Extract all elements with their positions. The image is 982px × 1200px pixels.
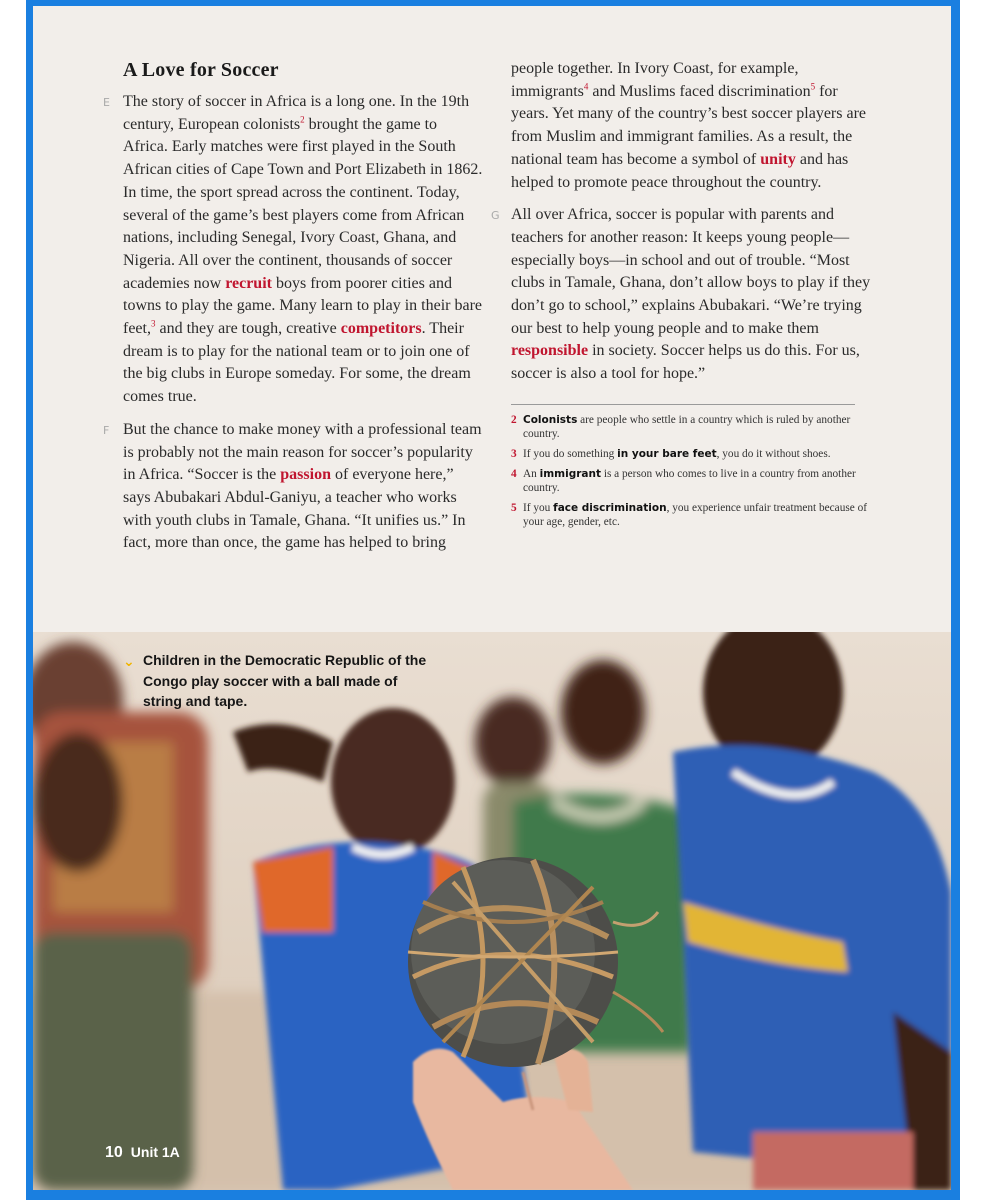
- footnote-3: [511, 447, 873, 462]
- paragraph-g: [491, 204, 873, 386]
- footnote-divider: [511, 404, 855, 405]
- para-f-text-1: But the chance to make money with a professional team is probably not the main reason for soccer’s popularity in Africa. “Soccer is the: [123, 420, 482, 484]
- article-title: A Love for Soccer: [123, 59, 279, 81]
- footnote-ref-2[interactable]: 2: [300, 114, 305, 125]
- paragraph-f: [103, 419, 483, 555]
- footnote-term: Colonists: [523, 413, 578, 426]
- paragraph-letter-e: E: [103, 96, 110, 109]
- footnote-5: [511, 501, 873, 530]
- para-g-text-1: All over Africa, soccer is popular with parents and teachers for another reason: It keeps young people—especially boys—in school and out of trouble. “Most clubs in Tamale, Ghana, don’t allow boys to play if they don’t go to school,” explains Abubakari. “We’re trying our best to help young people and to make them: [511, 206, 871, 337]
- footnote-lead: If you do something: [523, 448, 618, 461]
- para-g-text-2: in society. Soccer helps us do this. For us, soccer is also a tool for hope.”: [511, 342, 860, 383]
- keyword-competitors: competitors: [340, 320, 422, 338]
- footnote-ref-5[interactable]: 5: [810, 81, 816, 92]
- textbook-page: [33, 6, 951, 1190]
- left-column: [103, 58, 483, 565]
- photo-children-playing-soccer: [33, 632, 951, 1190]
- footnote-number: 3: [511, 448, 517, 461]
- footnote-number: 4: [511, 467, 517, 480]
- footnote-term: in your bare feet: [617, 448, 717, 461]
- photo-illustration: [33, 632, 951, 1190]
- footnote-ref-3[interactable]: 3: [150, 318, 156, 329]
- caption-text: Children in the Democratic Republic of the Congo play soccer with a ball made of string and tape.: [143, 652, 427, 709]
- footnote-lead: If you: [523, 501, 554, 514]
- para-e-text-2: brought the game to Africa. Early matches were first played in the South African cities of Cape Town and Port Elizabeth in 1862. In time, the sport spread across the continent. Today, several of the game’s best players come from African nations, including Senegal, Ivory Coast, Ghana, and Nigeria. All over the continent, thousands of soccer academies now: [123, 115, 483, 292]
- footnote-text: [523, 413, 873, 442]
- paragraph-e: [103, 91, 483, 409]
- page-number: 10: [105, 1144, 123, 1161]
- footnotes: [511, 413, 873, 530]
- para-e-text-3: boys from poorer cities and towns to play the game. Many learn to play in their bare feet,: [123, 274, 483, 338]
- para-e-text-1: The story of soccer in Africa is a long one. In the 19th century, European colonists: [123, 93, 470, 133]
- footnote-4: [511, 467, 873, 496]
- footnote-text: [523, 501, 873, 530]
- para-f-text-5: and has helped to promote peace throughout the country.: [511, 150, 849, 191]
- footnote-definition: is a person who comes to live in a country from another country.: [523, 467, 856, 495]
- right-column: [491, 58, 873, 535]
- chevron-down-icon: ⌄: [123, 653, 135, 669]
- paragraph-f-continued: [511, 58, 873, 194]
- footnote-term: immigrant: [539, 467, 601, 480]
- keyword-unity: unity: [760, 150, 796, 168]
- para-e-text-4: and they are tough, creative: [155, 320, 341, 338]
- para-f-text-2: of everyone here,” says Abubakari Abdul-Ganiyu, a teacher who works with youth clubs in Tamale, Ghana. “It unifies us.” In fact, more than once, the game has helped to bring: [123, 466, 466, 552]
- unit-label: Unit 1A: [130, 1144, 180, 1160]
- footnote-number: 5: [511, 501, 517, 514]
- para-f-text-3: and Muslims faced discrimination: [588, 82, 811, 100]
- photo-caption: [123, 650, 433, 712]
- footnote-text: [523, 447, 831, 462]
- keyword-passion: passion: [280, 466, 331, 484]
- para-f-text-4: for years. Yet many of the country’s best soccer players are from Muslim and immigrant families. As a result, the national team has become a symbol of: [511, 82, 866, 168]
- para-e-text-5: . Their dream is to play for the national team or to join one of the big clubs in Europe someday. For some, the dream comes true.: [123, 320, 471, 406]
- page-folio: [105, 1144, 180, 1162]
- footnote-definition: are people who settle in a country which is ruled by another country.: [523, 413, 851, 441]
- keyword-responsible: responsible: [511, 342, 589, 360]
- footnote-number: 2: [511, 413, 517, 426]
- footnote-definition: , you experience unfair treatment because of your age, gender, etc.: [523, 501, 867, 529]
- footnote-2: [511, 413, 873, 442]
- footnote-lead: An: [523, 467, 540, 480]
- footnote-definition: , you do it without shoes.: [716, 448, 831, 461]
- text-area: [33, 6, 951, 632]
- paragraph-letter-g: G: [491, 209, 500, 223]
- footnote-ref-4[interactable]: 4: [583, 81, 589, 92]
- footnote-term: face discrimination: [553, 501, 667, 514]
- keyword-recruit: recruit: [225, 274, 272, 292]
- footnote-text: [523, 467, 873, 496]
- paragraph-letter-f: F: [103, 423, 110, 437]
- footnote-ref-4-lead: people together. In Ivory Coast, for example, immigrants: [511, 60, 799, 100]
